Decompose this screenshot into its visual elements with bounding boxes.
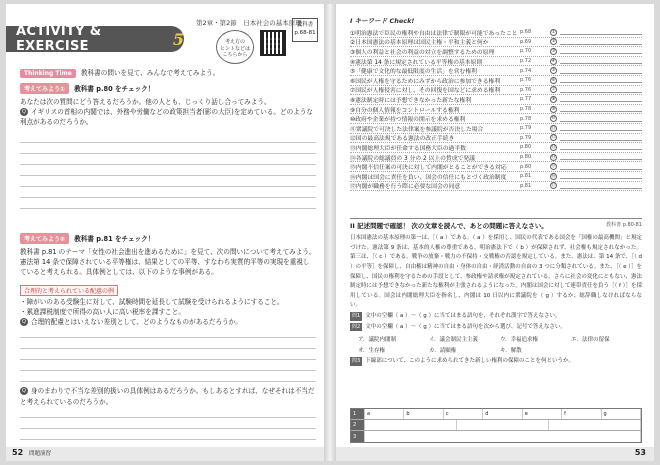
keyword-page: p.72 bbox=[520, 58, 532, 65]
keyword-row bbox=[350, 105, 642, 115]
hint-bubble bbox=[216, 30, 254, 64]
try2-tag: 考えてみよう② bbox=[20, 233, 69, 244]
keyword-answer[interactable] bbox=[550, 115, 642, 122]
keyword-page: p.78 bbox=[520, 115, 532, 122]
banner-number: 5 bbox=[172, 29, 184, 49]
q-number-icon: Q bbox=[20, 387, 28, 395]
answer-cell[interactable] bbox=[457, 420, 549, 430]
keyword-question: ④憲法第 14 条に規定されている平等権の基本原則 bbox=[350, 59, 483, 66]
answer-row-label: 1 bbox=[351, 409, 365, 419]
textbook-ref-text: 教科書 p.68-81 bbox=[294, 22, 316, 36]
keyword-row bbox=[350, 76, 642, 86]
answer-cell[interactable]: e bbox=[523, 409, 562, 419]
answer-cell[interactable] bbox=[549, 420, 641, 430]
thinking-tag: Thinking Time bbox=[20, 69, 76, 78]
keyword-number: ⑰ bbox=[551, 183, 556, 189]
keyword-answer[interactable] bbox=[550, 67, 642, 74]
choice-item: ウ．幸福追求権 bbox=[500, 337, 539, 344]
choice-item: イ．議会制民主主義 bbox=[429, 337, 479, 344]
chapter-label: 第2章・第2節 日本社会の基本原理 bbox=[196, 19, 302, 27]
written-heading: II 記述問題で確認！ 次の文章を読んで、あとの問題に答えなさい。 bbox=[350, 222, 548, 230]
keyword-number: ⑥ bbox=[551, 77, 556, 83]
keyword-answer-line[interactable] bbox=[560, 96, 642, 102]
keyword-answer-line[interactable] bbox=[560, 58, 642, 64]
keyword-question: ⑦国民が人権侵害に対し、その回復を国などに求める権利 bbox=[350, 88, 501, 95]
answer-cell[interactable]: a bbox=[365, 409, 404, 419]
answer-lines-2[interactable] bbox=[20, 327, 316, 382]
try2-question: 合理的配慮とはいえない差別として、どのようなものがあるだろうか。 bbox=[31, 318, 242, 327]
keyword-number: ⑤ bbox=[551, 68, 556, 74]
keyword-row bbox=[350, 114, 642, 124]
activity-1 bbox=[20, 76, 316, 209]
keyword-row bbox=[350, 153, 642, 163]
answer-lines-1[interactable] bbox=[20, 132, 316, 209]
keyword-row bbox=[350, 28, 642, 38]
keyword-question: ⑮内閣不信任案の可決に対して内閣がとることができる対応 bbox=[350, 165, 507, 172]
keyword-answer[interactable] bbox=[550, 38, 642, 45]
keyword-answer-line[interactable] bbox=[560, 164, 642, 170]
keyword-number: ⑧ bbox=[551, 96, 556, 102]
keyword-list bbox=[350, 28, 642, 191]
try2-ref: 教科書 p.81 をチェック！ bbox=[74, 235, 155, 243]
keyword-page: p.80 bbox=[520, 154, 532, 161]
try2-question-2: 身のまわりで不当な差別的扱いの具体例はあるだろうか。もしあるとすれば、なぜそれは不当だと考えられているのだろうか。 bbox=[20, 387, 315, 406]
keyword-row bbox=[350, 172, 642, 182]
answer-cell[interactable]: f bbox=[562, 409, 601, 419]
left-page bbox=[6, 4, 324, 461]
keyword-answer-line[interactable] bbox=[560, 39, 642, 45]
choice-list bbox=[358, 335, 642, 354]
q1-text: 文中の空欄（ a ）〜（ g ）に当てはまる語句を、それぞれ漢字で答えなさい。 bbox=[365, 313, 561, 319]
keyword-row bbox=[350, 86, 642, 96]
choice-item: オ．生存権 bbox=[358, 348, 386, 355]
keyword-answer-line[interactable] bbox=[560, 68, 642, 74]
choice-item: キ．解散 bbox=[500, 348, 522, 355]
page-number-right: 53 bbox=[634, 448, 646, 457]
page-label: 問題演習 bbox=[28, 451, 51, 457]
page-number-left bbox=[12, 448, 51, 457]
keyword-page: p.79 bbox=[520, 134, 532, 141]
keyword-answer-line[interactable] bbox=[560, 144, 642, 150]
keyword-answer[interactable] bbox=[550, 77, 642, 84]
keyword-page: p.79 bbox=[520, 125, 532, 132]
keyword-page: p.70 bbox=[520, 48, 532, 55]
keyword-question: ⑥国民が人権を守るためにみずから政治に参加できる権利 bbox=[350, 78, 501, 85]
keyword-answer-line[interactable] bbox=[560, 183, 642, 189]
keyword-answer[interactable] bbox=[550, 29, 642, 36]
answer-cell[interactable]: c bbox=[444, 409, 483, 419]
page-footer bbox=[6, 447, 324, 461]
keyword-row bbox=[350, 57, 642, 67]
keyword-answer[interactable] bbox=[550, 125, 642, 132]
keyword-row bbox=[350, 124, 642, 134]
keyword-row bbox=[350, 134, 642, 144]
q-number-icon: Q bbox=[20, 318, 28, 326]
answer-cell[interactable]: d bbox=[483, 409, 522, 419]
keyword-answer-line[interactable] bbox=[560, 48, 642, 54]
keyword-number: ② bbox=[551, 39, 556, 45]
keyword-question: ⑨自分の個人情報をコントロールする権利 bbox=[350, 107, 460, 114]
keyword-number: ③ bbox=[551, 48, 556, 54]
keyword-number: ④ bbox=[551, 58, 556, 64]
answer-cell[interactable]: b bbox=[404, 409, 443, 419]
written-section bbox=[350, 218, 642, 367]
keyword-answer-line[interactable] bbox=[560, 125, 642, 131]
keyword-check-heading: I キーワード Check! bbox=[350, 17, 415, 25]
keyword-page: p.80 bbox=[520, 163, 532, 170]
activity-2 bbox=[20, 226, 316, 451]
written-ref: 教科書 p.80-81 bbox=[606, 222, 642, 228]
keyword-question: ⑭各議院の総議員の 3 分の 2 以上の賛成で発議 bbox=[350, 155, 475, 162]
keyword-question: ⑫国の最高法規である憲法の改正手続き bbox=[350, 136, 455, 143]
keyword-page: p.80 bbox=[520, 144, 532, 151]
keyword-answer-line[interactable] bbox=[560, 29, 642, 35]
choice-item: エ．法律の留保 bbox=[571, 337, 610, 344]
answer-lines-3[interactable] bbox=[20, 407, 316, 451]
keyword-answer-line[interactable] bbox=[560, 135, 642, 141]
try1-intro: あなたは次の質問にどう答えるだろうか。他の人とも、じっくり話し合ってみよう。 bbox=[20, 98, 271, 106]
page-number-left-text: 52 bbox=[12, 448, 24, 457]
keyword-number: ⑭ bbox=[551, 154, 556, 160]
keyword-page: p.69 bbox=[520, 38, 532, 45]
try1-tag: 考えてみよう① bbox=[20, 83, 69, 94]
keyword-answer[interactable] bbox=[550, 163, 642, 170]
try2-box-head: 合理的と考えられている配慮の例 bbox=[20, 285, 118, 296]
keyword-answer[interactable] bbox=[550, 182, 642, 189]
keyword-question: ⑩政府や企業が持つ情報の開示を求める権利 bbox=[350, 117, 466, 124]
keyword-page: p.74 bbox=[520, 67, 532, 74]
answer-row-1[interactable] bbox=[351, 409, 641, 420]
answer-cell[interactable]: g bbox=[602, 409, 641, 419]
keyword-answer[interactable] bbox=[550, 154, 642, 161]
activity-banner bbox=[6, 26, 184, 52]
q1-label: 問1 bbox=[352, 313, 361, 319]
keyword-answer[interactable] bbox=[550, 96, 642, 103]
keyword-page: p.81 bbox=[520, 173, 532, 180]
thinking-text: 教科書の問いを見て、みんなで考えてみよう。 bbox=[80, 69, 220, 77]
keyword-row bbox=[350, 38, 642, 48]
keyword-number: ① bbox=[551, 29, 556, 35]
keyword-answer-line[interactable] bbox=[560, 106, 642, 112]
answer-cell[interactable] bbox=[365, 431, 641, 442]
qr-code-icon[interactable] bbox=[260, 30, 286, 56]
keyword-question: ②日本国憲法の基本原理は国民主権・平和主義と何か bbox=[350, 40, 489, 47]
q2-text: 文中の空欄（ a ）〜（ g ）に当てはまる語句を次から選び、記号で答えなさい。 bbox=[365, 323, 566, 330]
q-number-icon: Q bbox=[20, 108, 28, 116]
choice-item: カ．請願権 bbox=[429, 348, 457, 355]
keyword-number: ⑦ bbox=[551, 87, 556, 93]
hint-text: 考え方の ヒントなどは こちらから bbox=[219, 39, 250, 58]
passage-text: 日本国憲法の基本原理の第一は、［（ a ）である。（ a ）を採用し、国民の代表である国会を「国権の最高機関」と規定づけた。憲法第 9 条は、基本的人権の尊重である。明治憲法下で（ b ）が保障されず、社会権も規定されなかった。第三は、［（ c ）である。戦争の放棄・戦力の不保持・交戦権の否認を規定している。また、憲法は、第 14 条で、［（ d ）の平等］を保障し、自由権は精神の自由・身体の自由・経済活動の自由の 3 つに分類されている。また、［（ e ）］を保障し、国民の権利を守るための手段として、参政権や請求権が規定されている。さらに社会の変化にともない、憲法制定時には予想できなかった新たな権利が主張されるようになった。内閣は国会に対して連帯責任を負う［（ f ）］を採用している。国会は内閣総理大臣を指名し、内閣は 10 日以内に衆議院を（ g ）するか、総辞職しなければならない。 bbox=[350, 235, 642, 309]
keyword-number: ⑨ bbox=[551, 106, 556, 112]
banner-title: ACTIVITY & EXERCISE bbox=[16, 24, 102, 54]
keyword-number: ⑮ bbox=[551, 164, 556, 170]
keyword-answer[interactable] bbox=[550, 144, 642, 151]
keyword-number: ⑯ bbox=[551, 173, 556, 179]
book-spine bbox=[324, 4, 336, 461]
page-footer bbox=[336, 447, 654, 461]
choice-item bbox=[571, 346, 642, 354]
q3-text: 下線部について、このように求められてきた新しい権利の保障のことを何というか。 bbox=[365, 358, 574, 365]
keyword-row bbox=[350, 95, 642, 105]
textbook-ref bbox=[292, 18, 318, 42]
answer-table bbox=[350, 408, 642, 443]
keyword-question: ③個人の利益と社会の利益の対立を調整するための原理 bbox=[350, 49, 495, 56]
keyword-question: ⑯内閣は国会に責任を負い、国会の信任にもとづく政治制度 bbox=[350, 174, 507, 181]
keyword-answer[interactable] bbox=[550, 134, 642, 141]
q3-label: 問3 bbox=[352, 358, 361, 365]
keyword-answer-line[interactable] bbox=[560, 87, 642, 93]
keyword-number: ⑪ bbox=[551, 125, 556, 131]
keyword-question: ⑬内閣総理大臣が任命する国務大臣の過半数 bbox=[350, 145, 466, 152]
keyword-question: ⑰内閣が職務を行う際に必要な国会の同意 bbox=[350, 184, 461, 191]
answer-row-3[interactable] bbox=[351, 431, 641, 442]
choice-item: ア．議院内閣制 bbox=[358, 337, 397, 344]
keyword-number: ⑬ bbox=[551, 144, 556, 150]
keyword-question: ⑪衆議院で可決した法律案を参議院が否決した場合 bbox=[350, 126, 484, 133]
answer-row-label: 2 bbox=[351, 420, 365, 430]
keyword-row bbox=[350, 66, 642, 76]
answer-row-2[interactable] bbox=[351, 420, 641, 431]
keyword-row bbox=[350, 162, 642, 172]
keyword-page: p.68 bbox=[520, 29, 532, 36]
try2-bullet-2: ・累進課税制度で所得の高い人に高い税率を課すこと。 bbox=[20, 307, 185, 316]
answer-cell[interactable] bbox=[365, 420, 457, 430]
try1-ref: 教科書 p.80 をチェック！ bbox=[74, 85, 155, 93]
keyword-page: p.81 bbox=[520, 182, 532, 189]
keyword-question: ①明治憲法で臣民の権利や自由は法律で制限が可能であったこと bbox=[350, 30, 518, 37]
answer-row-label: 3 bbox=[351, 431, 365, 442]
keyword-number: ⑩ bbox=[551, 116, 556, 122]
keyword-number: ⑫ bbox=[551, 135, 556, 141]
q2-label: 問2 bbox=[352, 323, 361, 330]
keyword-answer[interactable] bbox=[550, 48, 642, 55]
keyword-answer[interactable] bbox=[550, 106, 642, 113]
keyword-page: p.77 bbox=[520, 96, 532, 103]
keyword-question: ⑧憲法制定時には予想できなかった新たな権利 bbox=[350, 97, 472, 104]
keyword-answer-line[interactable] bbox=[560, 154, 642, 160]
keyword-answer[interactable] bbox=[550, 86, 642, 93]
try1-question: イギリスの首相の内閣では、外務や労働などの政策担当者(影の大臣)を定めている。どのような利点があるのだろうか。 bbox=[20, 108, 313, 127]
keyword-row bbox=[350, 143, 642, 153]
keyword-answer[interactable] bbox=[550, 58, 642, 65]
try2-text: 教科書 p.81 のテーマ「女性の社会進出を進めるために」を見て、次の問いについて考えてみよう。憲法第 14 条で保障されている平等権は、結果としての平等、すなわち実質的平等の実現を重視していると考えられる。具体例としては、以下のような事例がある。 bbox=[20, 248, 316, 277]
keyword-answer-line[interactable] bbox=[560, 77, 642, 83]
keyword-row bbox=[350, 182, 642, 192]
keyword-page: p.78 bbox=[520, 106, 532, 113]
keyword-answer-line[interactable] bbox=[560, 116, 642, 122]
keyword-page: p.76 bbox=[520, 86, 532, 93]
try2-bullet-1: ・障がいのある受験生に対して、試験時間を延長して試験を受けられるようにすること。 bbox=[20, 297, 284, 306]
keyword-row bbox=[350, 47, 642, 57]
keyword-question: ⑤「健康で文化的な最低限度の生活」を営む権利 bbox=[350, 69, 477, 76]
keyword-page: p.76 bbox=[520, 77, 532, 84]
keyword-answer[interactable] bbox=[550, 173, 642, 180]
keyword-answer-line[interactable] bbox=[560, 173, 642, 179]
right-page bbox=[336, 4, 654, 461]
